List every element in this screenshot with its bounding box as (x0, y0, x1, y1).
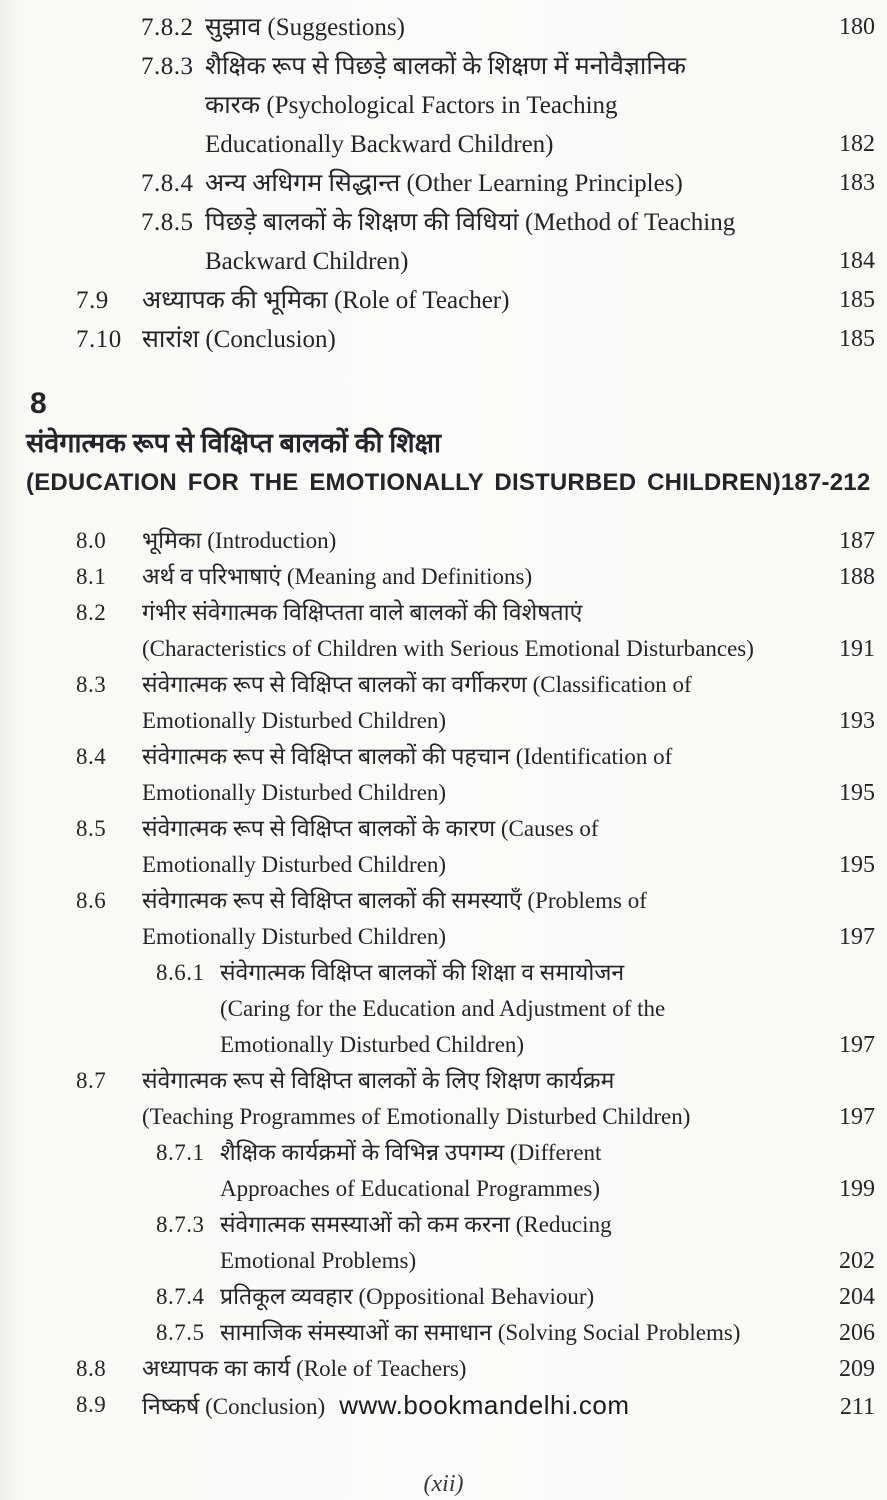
entry-text-content: अध्यापक का कार्य (Role of Teachers) (142, 1356, 467, 1381)
toc-entry (0, 595, 887, 667)
entry-text (220, 1207, 823, 1279)
entry-text-content: Emotionally Disturbed Children) (142, 924, 447, 949)
entry-text-line (142, 523, 823, 559)
entry-text-line (142, 631, 823, 667)
entry-number: 8.3 (76, 672, 107, 697)
entry-number: 8.9 (76, 1392, 107, 1417)
entry-text (142, 1351, 823, 1387)
entry-page-number: 182 (839, 131, 875, 157)
entry-text-line (142, 739, 823, 775)
entry-page-number: 187 (839, 528, 875, 554)
toc-entry (0, 1315, 887, 1351)
entry-number: 7.8.5 (141, 209, 194, 236)
toc-section-chapter8 (0, 523, 887, 1425)
entry-page-number: 197 (839, 1032, 875, 1058)
chapter-title-hindi: संवेगात्मक रूप से विक्षिप्त बालकों की शिक्षा (26, 428, 441, 458)
entry-text (142, 883, 823, 955)
entry-number: 8.7.4 (156, 1284, 205, 1309)
entry-page-number: 204 (839, 1284, 875, 1310)
entry-text-line (220, 1027, 823, 1063)
toc-entry (0, 320, 887, 359)
toc-entry (0, 1063, 887, 1135)
entry-text-content: संवेगात्मक समस्याओं को कम करना (Reducing (220, 1212, 612, 1237)
entry-page-number: 191 (839, 636, 875, 662)
entry-text-line (142, 919, 823, 955)
entry-text (220, 1315, 823, 1351)
entry-text-content: निष्कर्ष (Conclusion) (142, 1394, 326, 1419)
entry-text (142, 1387, 823, 1425)
toc-entry (0, 281, 887, 320)
entry-number: 8.6 (76, 888, 107, 913)
entry-text (205, 8, 823, 47)
entry-page-number: 184 (839, 248, 875, 274)
entry-text (142, 667, 823, 739)
chapter8-header (0, 385, 887, 503)
entry-text (142, 739, 823, 811)
entry-number: 7.9 (76, 287, 109, 314)
entry-text-line (142, 667, 823, 703)
entry-text-content: संवेगात्मक विक्षिप्त बालकों की शिक्षा व समायोजन (220, 960, 625, 985)
entry-number: 7.8.2 (141, 14, 194, 41)
entry-text-content: संवेगात्मक रूप से विक्षिप्त बालकों के लिए शिक्षण कार्यक्रम (142, 1068, 615, 1093)
toc-entry (0, 1351, 887, 1387)
chapter-title-english: (EDUCATION FOR THE EMOTIONALLY DISTURBED CHILDREN)187-212 (26, 469, 871, 496)
entry-text-line (142, 1387, 823, 1425)
entry-text-content: (Characteristics of Children with Serious Emotional Disturbances) (142, 636, 754, 661)
entry-text-line (205, 164, 823, 203)
chapter-number: 8 (30, 387, 47, 420)
site-watermark: www.bookmandelhi.com (339, 1390, 630, 1420)
entry-text-line (220, 1315, 823, 1351)
entry-number: 8.7.5 (156, 1320, 205, 1345)
entry-text-content: कारक (Psychological Factors in Teaching (205, 92, 618, 119)
entry-text-line (142, 1351, 823, 1387)
entry-page-number: 195 (839, 852, 875, 878)
entry-text-content: Emotionally Disturbed Children) (142, 708, 447, 733)
entry-text (220, 955, 823, 1063)
entry-text-line (142, 847, 823, 883)
entry-page-number: 209 (839, 1356, 875, 1382)
toc-entry (0, 47, 887, 164)
entry-text (142, 523, 823, 559)
toc-entry (0, 203, 887, 281)
toc-entry (0, 559, 887, 595)
toc-entry (0, 8, 887, 47)
entry-text-line (142, 595, 823, 631)
entry-text-line (220, 991, 823, 1027)
entry-number: 8.1 (76, 564, 107, 589)
entry-text (205, 47, 823, 164)
entry-text-content: भूमिका (Introduction) (142, 528, 337, 553)
entry-text-content: सामाजिक संमस्याओं का समाधान (Solving Social Problems) (220, 1320, 741, 1345)
entry-text-line (142, 1063, 823, 1099)
entry-text-content: Emotionally Disturbed Children) (142, 780, 447, 805)
entry-number: 8.8 (76, 1356, 107, 1381)
toc-entry (0, 955, 887, 1063)
toc-entry (0, 1135, 887, 1207)
entry-text-line (205, 125, 823, 164)
toc-entry (0, 883, 887, 955)
entry-text-line (205, 8, 823, 47)
entry-text-line (205, 242, 823, 281)
toc-section-chapter7 (0, 8, 887, 359)
entry-text-content: (Caring for the Education and Adjustment of the (220, 996, 666, 1021)
entry-text-line (142, 281, 823, 320)
entry-text-content: शैक्षिक रूप से पिछड़े बालकों के शिक्षण में मनोवैज्ञानिक (205, 53, 686, 80)
entry-text-line (220, 1171, 823, 1207)
toc-entry (0, 1387, 887, 1425)
entry-text-line (142, 811, 823, 847)
entry-text-line (220, 1279, 823, 1315)
entry-text-line (220, 955, 823, 991)
entry-text (142, 811, 823, 883)
toc-entry (0, 739, 887, 811)
entry-page-number: 199 (839, 1176, 875, 1202)
entry-text-line (142, 320, 823, 359)
entry-text-content: सुझाव (Suggestions) (205, 14, 405, 41)
entry-page-number: 188 (839, 564, 875, 590)
entry-page-number: 202 (839, 1248, 875, 1274)
entry-text-content: पिछड़े बालकों के शिक्षण की विधियां (Method of Teaching (205, 209, 736, 236)
entry-text-line (142, 703, 823, 739)
entry-text-line (220, 1207, 823, 1243)
entry-text (142, 281, 823, 320)
entry-text-content: (Teaching Programmes of Emotionally Disturbed Children) (142, 1104, 691, 1129)
entry-page-number: 193 (839, 708, 875, 734)
toc-entry (0, 1207, 887, 1279)
entry-text (142, 595, 823, 667)
entry-page-number: 180 (839, 14, 875, 40)
entry-page-number: 197 (839, 924, 875, 950)
entry-number: 8.7 (76, 1068, 107, 1093)
entry-text-content: संवेगात्मक रूप से विक्षिप्त बालकों की पहचान (Identification of (142, 744, 673, 769)
entry-text-content: संवेगात्मक रूप से विक्षिप्त बालकों की समस्याएँ (Problems of (142, 888, 647, 913)
entry-text-content: Emotional Problems) (220, 1248, 417, 1273)
entry-text-line (142, 1099, 823, 1135)
entry-text-line (142, 775, 823, 811)
entry-text (142, 320, 823, 359)
entry-text-content: Emotionally Disturbed Children) (142, 852, 447, 877)
entry-number: 8.2 (76, 600, 107, 625)
entry-text-content: अध्यापक की भूमिका (Role of Teacher) (142, 287, 510, 314)
entry-text-content: गंभीर संवेगात्मक विक्षिप्तता वाले बालकों की विशेषताएं (142, 600, 583, 625)
entry-page-number: 211 (839, 1394, 875, 1420)
entry-text-line (205, 86, 823, 125)
entry-page-number: 185 (839, 326, 875, 352)
toc-entry (0, 811, 887, 883)
entry-text (142, 559, 823, 595)
entry-text-content: संवेगात्मक रूप से विक्षिप्त बालकों का वर्गीकरण (Classification of (142, 672, 692, 697)
entry-page-number: 197 (839, 1104, 875, 1130)
entry-text-content: प्रतिकूल व्यवहार (Oppositional Behaviour) (220, 1284, 595, 1309)
entry-text-content: संवेगात्मक रूप से विक्षिप्त बालकों के कारण (Causes of (142, 816, 599, 841)
entry-number: 7.10 (76, 326, 122, 353)
toc-entry (0, 523, 887, 559)
entry-number: 8.0 (76, 528, 107, 553)
entry-page-number: 185 (839, 287, 875, 313)
entry-text-line (205, 47, 823, 86)
entry-text-line (205, 203, 823, 242)
entry-number: 7.8.4 (141, 170, 194, 197)
toc-entry (0, 164, 887, 203)
entry-number: 8.5 (76, 816, 107, 841)
entry-text-content: Emotionally Disturbed Children) (220, 1032, 525, 1057)
entry-number: 8.7.3 (156, 1212, 205, 1237)
entry-text-content: सारांश (Conclusion) (142, 326, 336, 353)
entry-text (205, 203, 823, 281)
entry-text-line (220, 1243, 823, 1279)
toc-entry (0, 1279, 887, 1315)
entry-text (220, 1135, 823, 1207)
entry-text-line (142, 883, 823, 919)
entry-text-content: शैक्षिक कार्यक्रमों के विभिन्न उपगम्य (Different (220, 1140, 602, 1165)
entry-page-number: 206 (839, 1320, 875, 1346)
entry-page-number: 195 (839, 780, 875, 806)
entry-number: 7.8.3 (141, 53, 194, 80)
entry-number: 8.6.1 (156, 960, 205, 985)
entry-text-content: Backward Children) (205, 248, 409, 275)
entry-text (142, 1063, 823, 1135)
entry-text-line (142, 559, 823, 595)
entry-text-content: Approaches of Educational Programmes) (220, 1176, 601, 1201)
entry-text (205, 164, 823, 203)
entry-number: 8.7.1 (156, 1140, 205, 1165)
entry-text-line (220, 1135, 823, 1171)
entry-text-content: अन्य अधिगम सिद्धान्त (Other Learning Principles) (205, 170, 683, 197)
page-number-roman: (xii) (423, 1471, 464, 1497)
entry-number: 8.4 (76, 744, 107, 769)
entry-text-content: अर्थ व परिभाषाएं (Meaning and Definitions) (142, 564, 533, 589)
entry-text-content: Educationally Backward Children) (205, 131, 554, 158)
entry-page-number: 183 (839, 170, 875, 196)
toc-entry (0, 667, 887, 739)
entry-text (220, 1279, 823, 1315)
